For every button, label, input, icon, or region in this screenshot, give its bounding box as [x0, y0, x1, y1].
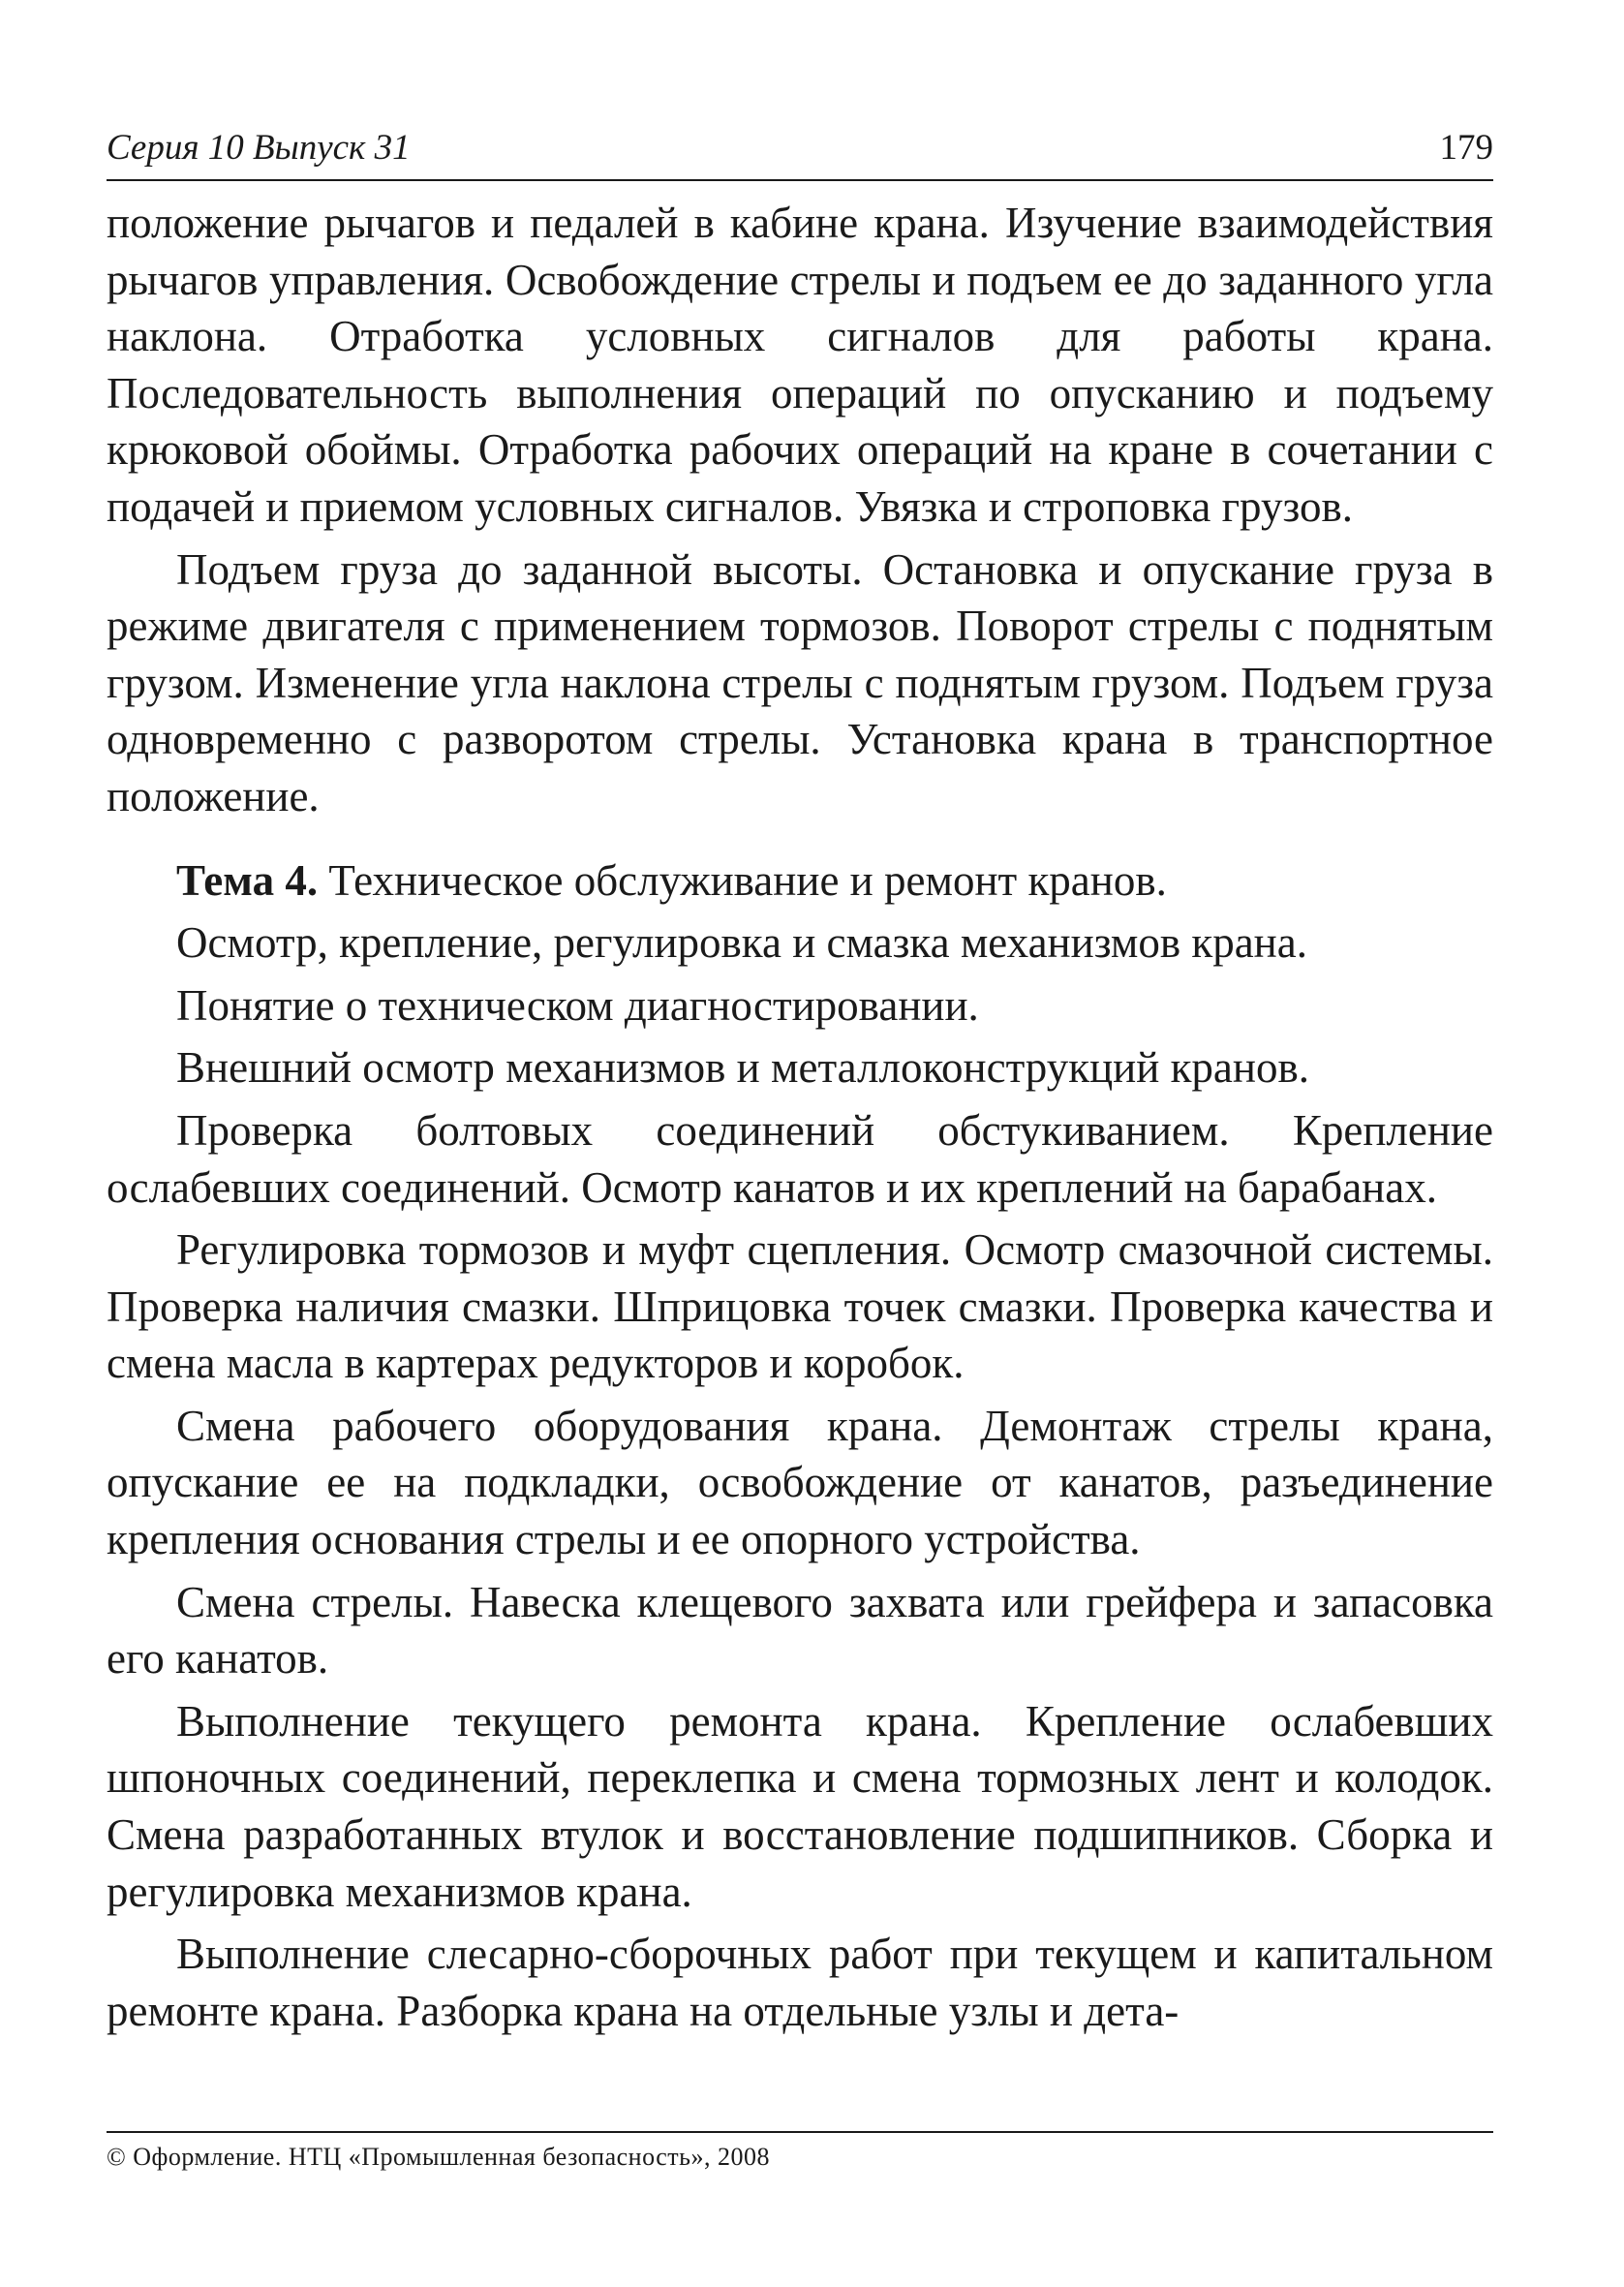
topic-heading: [107, 852, 1493, 910]
series-title: Серия 10 Выпуск 31: [107, 128, 411, 168]
paragraph: Проверка болтовых соединений обстукиванием. Крепление ослабевших соединений. Осмотр канатов и их креплений на барабанах.: [107, 1105, 1493, 1212]
topic-label: Тема 4.: [176, 855, 319, 905]
paragraph: Регулировка тормозов и муфт сцепления. Осмотр смазочной системы. Проверка наличия смазки. Шприцовка точек смазки. Проверка качества и смена масла в картерах редукторов и коробок.: [107, 1225, 1493, 1388]
paragraph: Подъем груза до заданной высоты. Остановка и опускание груза в режиме двигателя с применением тормозов. Поворот стрелы с поднятым грузом. Изменение угла наклона стрелы с поднятым грузом. Подъем груза одновременно с разворотом стрелы. Установка крана в транспортное положение.: [107, 544, 1493, 820]
paragraph: Выполнение слесарно-сборочных работ при текущем и капитальном ремонте крана. Разборка крана на отдельные узлы и дета-: [107, 1930, 1493, 2035]
footer: [107, 2131, 1493, 2172]
paragraph: Выполнение текущего ремонта крана. Крепление ослабевших шпоночных соединений, переклепка и смена тормозных лент и колодок. Смена разработанных втулок и восстановление подшипников. Сборка и регулировка механизмов крана.: [107, 1696, 1493, 1916]
paragraph: Понятие о техническом диагностировании.: [176, 980, 979, 1030]
paragraph: Смена стрелы. Навеска клещевого захвата или грейфера и запасовка его канатов.: [107, 1577, 1493, 1684]
page: [107, 121, 1493, 2045]
body-text: [107, 195, 1493, 2039]
paragraph: Смена рабочего оборудования крана. Демонтаж стрелы крана, опускание ее на подкладки, освобождение от канатов, разъединение крепления основания стрелы и ее опорного устройства.: [107, 1401, 1493, 1564]
running-header: [107, 121, 1493, 181]
paragraph: Внешний осмотр механизмов и металлоконструкций кранов.: [176, 1043, 1309, 1093]
copyright-notice: © Оформление. НТЦ «Промышленная безопасность», 2008: [107, 2143, 770, 2171]
paragraph: положение рычагов и педалей в кабине крана. Изучение взаимодействия рычагов управления. Освобождение стрелы и подъем ее до заданного угла наклона. Отработка условных сигналов для работы крана. Последовательность выполнения операций по опусканию и подъему крюковой обоймы. Отработка рабочих операций на кране в сочетании с подачей и приемом условных сигналов. Увязка и строповка грузов.: [107, 199, 1493, 531]
topic-title: Техническое обслуживание и ремонт кранов.: [318, 855, 1167, 905]
paragraph: Осмотр, крепление, регулировка и смазка механизмов крана.: [176, 918, 1307, 968]
page-number: 179: [1439, 128, 1493, 168]
